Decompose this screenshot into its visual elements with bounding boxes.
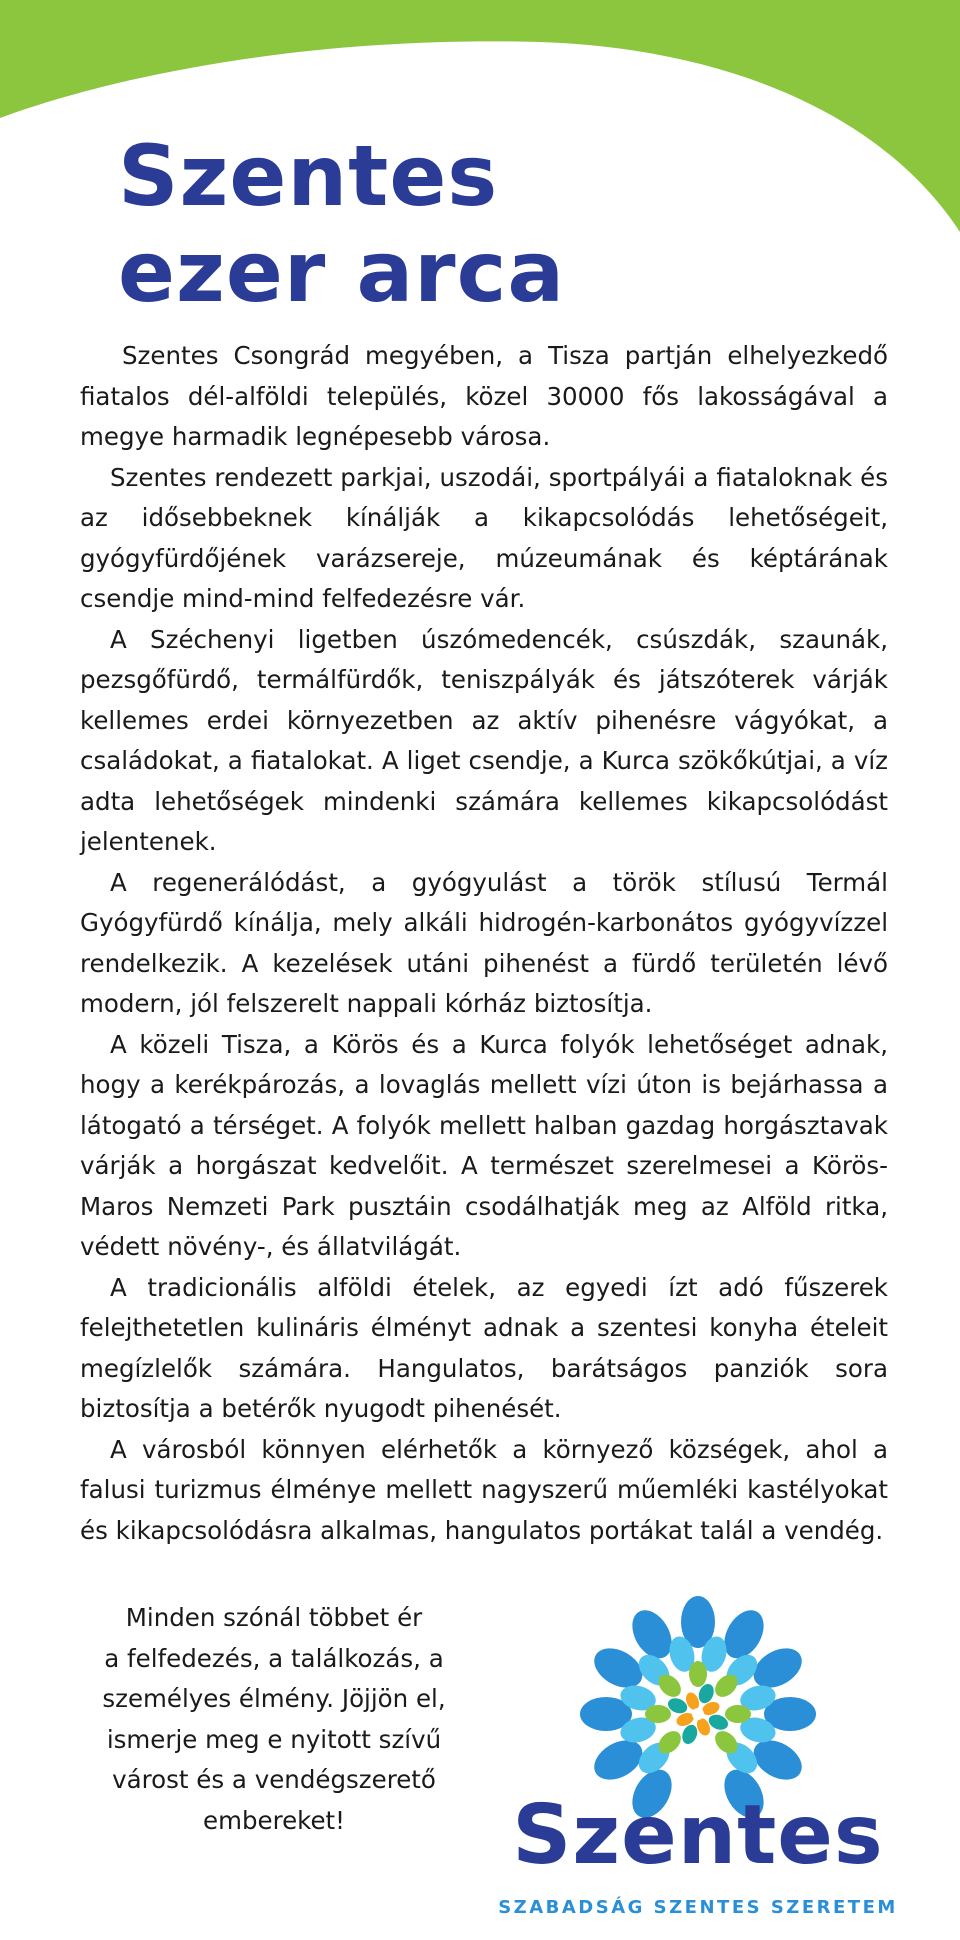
- closing-line: ismerje meg e nyitott szívű: [106, 1724, 442, 1754]
- paragraph: A közeli Tisza, a Körös és a Kurca folyók lehetőséget adnak, hogy a kerékpározás, a lovaglás mellett vízi úton is bejárhassa a látogató a térséget. A folyók mellett halban gazdag horgásztavak várják a horgászat kedvelőit. A természet szerelmesei a Körös-Maros Nemzeti Park pusztáin csodálhatják meg az Alföld ritka, védett növény-, és állatvilágát.: [80, 1029, 888, 1261]
- logo-wordmark: Szentes: [512, 1788, 884, 1883]
- paragraph: A városból könnyen elérhetők a környező községek, ahol a falusi turizmus élménye mellett nagyszerű műemléki kastélyokat és kikapcsolódásra alkalmas, hangulatos portákat talál a vendég.: [80, 1434, 888, 1545]
- body-text: [80, 336, 888, 1551]
- logo-tagline: SZABADSÁG SZENTES SZERETEM: [498, 1897, 898, 1918]
- closing-text: [84, 1598, 464, 1841]
- title-line-1: Szentes: [118, 127, 499, 225]
- flower-logo-icon: [548, 1592, 848, 1820]
- closing-line: személyes élmény. Jöjjön el,: [102, 1684, 446, 1713]
- closing-line: Minden szónál többet ér: [125, 1603, 423, 1632]
- paragraph: Szentes Csongrád megyében, a Tisza partján elhelyezkedő fiatalos dél-alföldi település, közel 30000 fős lakosságával a megye harmadik legnépesebb városa.: [80, 341, 888, 451]
- closing-line: a felfedezés, a találkozás, a: [104, 1643, 444, 1673]
- closing-line: embereket!: [203, 1805, 345, 1835]
- closing-line: várost és a vendégszerető: [112, 1765, 436, 1794]
- paragraph: A Széchenyi ligetben úszómedencék, csúszdák, szaunák, pezsgőfürdő, termálfürdők, teniszpályák és játszóterek várják kellemes erdei környezetben az aktív pihenésre vágyókat, a családokat, a fiatalokat. A liget csendje, a Kurca szökőkútjai, a víz adta lehetőségek mindenki számára kellemes kikapcsolódást jelentenek.: [80, 624, 888, 856]
- page-title: [118, 128, 565, 320]
- title-line-2: ezer arca: [118, 223, 566, 321]
- paragraph: A regenerálódást, a gyógyulást a török stílusú Termál Gyógyfürdő kínálja, mely alkáli hidrogén-karbonátos gyógyvízzel rendelkezik. A kezelések utáni pihenést a fürdő területén lévő modern, jól felszerelt nappali kórház biztosítja.: [80, 867, 888, 1018]
- szentes-logo: [476, 1592, 920, 1932]
- paragraph: A tradicionális alföldi ételek, az egyedi ízt adó fűszerek felejthetetlen kulináris élményt adnak a szentesi konyha ételeit megízlelők számára. Hangulatos, barátságos panziók sora biztosítja a betérők nyugodt pihenését.: [80, 1272, 888, 1423]
- paragraph: Szentes rendezett parkjai, uszodái, sportpályái a fiataloknak és az idősebbeknek kínálják a kikapcsolódás lehetőségeit, gyógyfürdőjének varázsereje, múzeumának és képtárának csendje mind-mind felfedezésre vár.: [80, 462, 888, 613]
